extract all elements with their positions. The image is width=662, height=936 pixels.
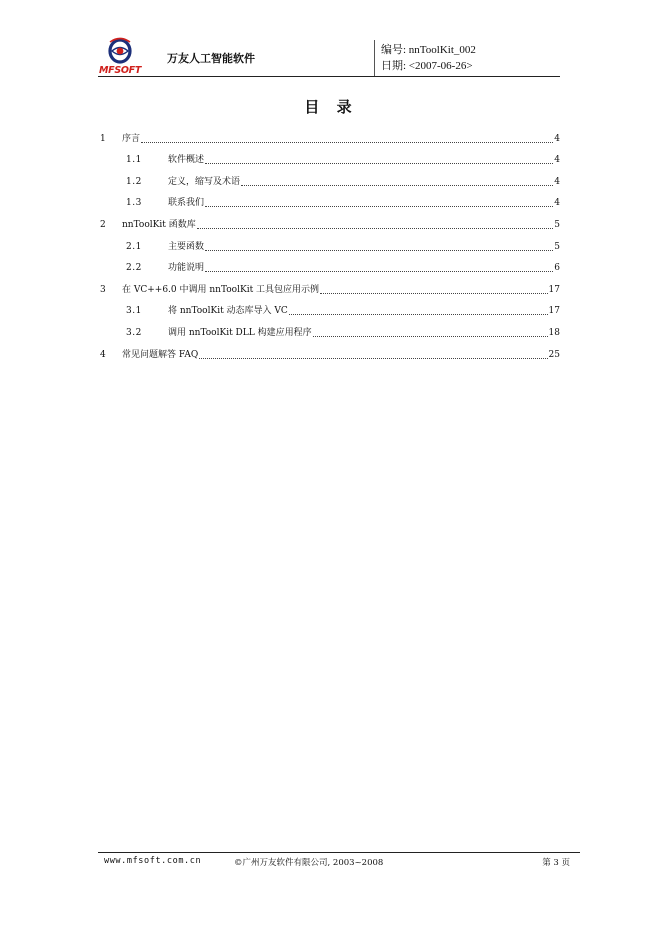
mfsoft-logo [98, 36, 152, 76]
toc-leader [289, 314, 548, 315]
toc-entry-page: 17 [548, 284, 560, 295]
footer-page-number: 第 3 页 [542, 858, 570, 868]
footer-rule [98, 852, 580, 853]
toc-entry-page: 4 [554, 133, 560, 144]
toc-entry[interactable] [100, 124, 560, 146]
toc-entry[interactable] [100, 167, 560, 189]
footer-website: www.mfsoft.com.cn [104, 856, 202, 866]
page-footer [98, 852, 580, 872]
toc-leader [313, 336, 548, 337]
toc-leader [141, 142, 553, 143]
toc-entry-number: 3.1 [126, 306, 142, 317]
document-number: 编号: nnToolKit_002 [381, 44, 476, 56]
toc-entry-label: 主要函数 [168, 241, 205, 252]
toc-entry-number: 2.1 [126, 241, 142, 252]
toc-leader [241, 185, 553, 186]
toc-leader [205, 250, 553, 251]
logo-text: MFSOFT [99, 65, 142, 76]
toc-entry-label: 定义，缩写及术语 [168, 176, 241, 187]
toc-entry[interactable] [100, 232, 560, 254]
toc-entry-label: 联系我们 [168, 198, 205, 209]
toc-entry-page: 17 [548, 306, 560, 317]
toc-entry[interactable] [100, 297, 560, 319]
toc-entry-page: 18 [548, 327, 560, 338]
toc-entry-label: nnToolKit 函数库 [122, 219, 196, 230]
toc-leader [205, 206, 553, 207]
toc-leader [199, 358, 547, 359]
toc-entry-label: 软件概述 [168, 155, 205, 166]
page-header [98, 36, 560, 78]
toc-entry-label: 序言 [122, 133, 141, 144]
toc-entry-page: 5 [554, 219, 560, 230]
toc-entry-number: 1.3 [126, 198, 142, 209]
toc-entry[interactable] [100, 275, 560, 297]
toc-entry-page: 5 [554, 241, 560, 252]
toc-entry-label: 常见问题解答 FAQ [122, 349, 199, 360]
toc-entry-label: 将 nnToolKit 动态库导入 VC [168, 306, 288, 317]
toc-entry-number: 3.2 [126, 327, 142, 338]
document-meta [381, 42, 476, 74]
toc-entry[interactable] [100, 189, 560, 211]
toc-entry-number: 2 [100, 219, 106, 230]
toc-entry-page: 25 [548, 349, 560, 360]
toc-entry[interactable] [100, 318, 560, 340]
toc-entry-number: 3 [100, 284, 106, 295]
document-date: 日期: <2007-06-26> [381, 60, 473, 72]
toc-entry-page: 4 [554, 155, 560, 166]
toc-entry[interactable] [100, 340, 560, 362]
toc-entry-label: 功能说明 [168, 263, 205, 274]
header-rule [98, 76, 560, 77]
toc-entry-number: 2.2 [126, 263, 142, 274]
toc-entry-page: 4 [554, 176, 560, 187]
company-name: 万友人工智能软件 [167, 52, 255, 65]
toc-entry-number: 1.1 [126, 155, 142, 166]
toc-entry-page: 4 [554, 198, 560, 209]
table-of-contents [100, 124, 560, 362]
eye-emblem-icon [110, 39, 130, 63]
footer-copyright: ©广州万友软件有限公司, 2003~2008 [234, 858, 384, 868]
toc-entry-number: 1 [100, 133, 106, 144]
toc-entry-page: 6 [554, 263, 560, 274]
toc-entry-number: 1.2 [126, 176, 142, 187]
toc-entry[interactable] [100, 146, 560, 168]
toc-entry-label: 调用 nnToolKit DLL 构建应用程序 [168, 327, 312, 338]
toc-leader [205, 163, 553, 164]
toc-entry[interactable] [100, 254, 560, 276]
header-divider [374, 40, 375, 76]
toc-entry[interactable] [100, 210, 560, 232]
toc-leader [320, 293, 547, 294]
toc-title: 目 录 [304, 98, 358, 116]
toc-entry-label: 在 VC++6.0 中调用 nnToolKit 工具包应用示例 [122, 284, 320, 295]
toc-leader [205, 271, 553, 272]
toc-entry-number: 4 [100, 349, 106, 360]
toc-leader [197, 228, 554, 229]
